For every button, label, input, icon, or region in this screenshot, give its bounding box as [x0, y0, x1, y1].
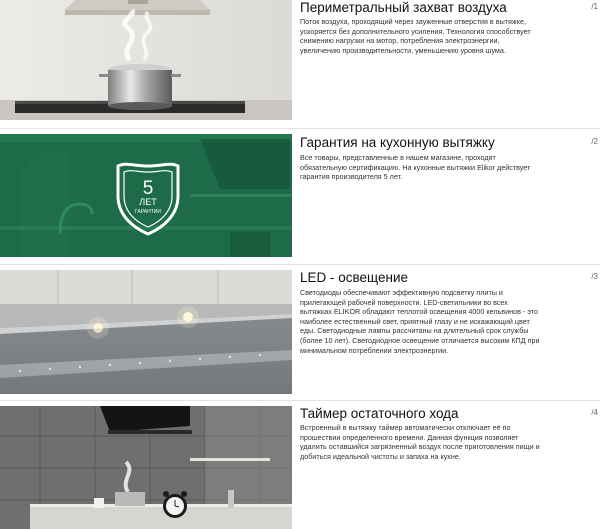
feature-title: LED - освещение	[300, 270, 409, 285]
feature-image-1	[0, 0, 292, 120]
feature-row-3	[0, 270, 600, 400]
warranty-label: ГАРАНТИИ	[135, 209, 161, 215]
row-divider	[0, 400, 600, 401]
feature-row-2	[0, 134, 600, 264]
row-divider	[0, 128, 600, 129]
feature-number: /1	[591, 2, 598, 11]
feature-title: Периметральный захват воздуха	[300, 0, 507, 15]
feature-description: Все товары, представленные в нашем магазине, проходят обязательную сертификацию. На кухонные вытяжки Elikor действует гарантия производителя 5 лет.	[300, 153, 531, 182]
feature-description: Светодиоды обеспечивают эффективную подсветку плиты и прилегающей рабочей поверхности. LED-светильники во всех вытяжках ELIKOR обладают теплотой освещения 4000 кельвинов - это наиболее естественный свет, приятный глазу и не искажающий цвет еды. Светодиодные лампы рассчитаны на длительный срок службы (более 10 лет). Светодиодное освещение отличается высоким КПД при минимальном потреблении электроэнергии.	[300, 288, 540, 355]
feature-description: Поток воздуха, проходящий через зауженные отверстия в вытяжке, ускоряется без дополнительного усиления. Технология способствует снижению нагрузки на мотор, потребления электроэнергии, увеличению производительности, уменьшению уровня шума.	[300, 17, 531, 55]
feature-image-3	[0, 270, 292, 394]
feature-title: Гарантия на кухонную вытяжку	[300, 135, 495, 150]
feature-image-2	[0, 134, 292, 257]
warranty-years-word: ЛЕТ	[139, 197, 157, 207]
feature-title: Таймер остаточного хода	[300, 406, 459, 421]
feature-number: /2	[591, 137, 598, 146]
feature-image-4	[0, 406, 292, 529]
alarm-clock-icon	[163, 491, 187, 518]
row-divider	[0, 264, 600, 265]
feature-number: /3	[591, 272, 598, 281]
feature-description: Встроенный в вытяжку таймер автоматически отключает её по прошествии определенного времени. Данная функция позволяет удалить оставшийся загрязненный воздух после приготовления пищи и добиться идеальной чистоты и запаха на кухне.	[300, 423, 540, 461]
feature-row-1	[0, 0, 600, 128]
warranty-years-number: 5	[142, 178, 154, 199]
feature-number: /4	[591, 408, 598, 417]
feature-row-4	[0, 406, 600, 529]
